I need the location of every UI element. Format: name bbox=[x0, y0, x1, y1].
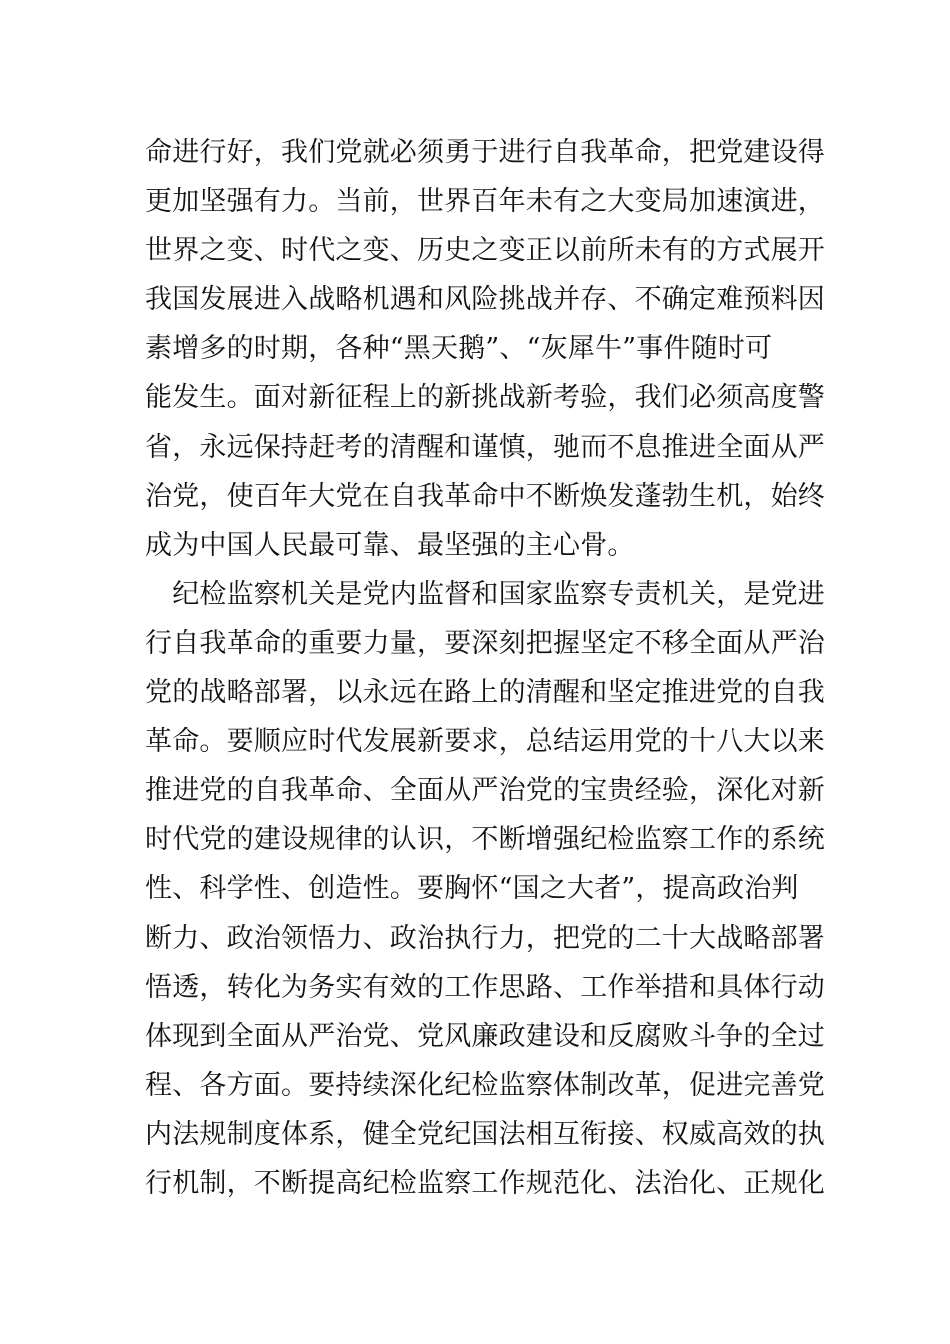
text-line: 能发生。面对新征程上的新挑战新考验，我们必须高度警 bbox=[145, 382, 825, 414]
text-line: 性、科学性、创造性。要胸怀“国之大者”，提高政治判 bbox=[145, 873, 799, 905]
text-line: 更加坚强有力。当前，世界百年未有之大变局加速演进， bbox=[145, 186, 825, 218]
text-line: 党的战略部署，以永远在路上的清醒和坚定推进党的自我 bbox=[145, 677, 825, 709]
text-line: 我国发展进入战略机遇和风险挑战并存、不确定难预料因 bbox=[145, 284, 825, 316]
text-line: 悟透，转化为务实有效的工作思路、工作举措和具体行动 bbox=[145, 971, 825, 1003]
text-line: 纪检监察机关是党内监督和国家监察专责机关，是党进 bbox=[145, 578, 825, 610]
text-line: 世界之变、时代之变、历史之变正以前所未有的方式展开 bbox=[145, 235, 825, 267]
text-line: 行自我革命的重要力量，要深刻把握坚定不移全面从严治 bbox=[145, 627, 825, 659]
text-line: 命进行好，我们党就必须勇于进行自我革命，把党建设得 bbox=[145, 137, 825, 168]
text-line: 治党，使百年大党在自我革命中不断焕发蓬勃生机，始终 bbox=[145, 480, 825, 512]
text-line: 推进党的自我革命、全面从严治党的宝贵经验，深化对新 bbox=[145, 775, 825, 807]
text-line: 革命。要顺应时代发展新要求，总结运用党的十八大以来 bbox=[145, 726, 825, 758]
text-line: 体现到全面从严治党、党风廉政建设和反腐败斗争的全过 bbox=[145, 1020, 825, 1052]
text-line: 断力、政治领悟力、政治执行力，把党的二十大战略部署 bbox=[145, 922, 825, 954]
text-line: 成为中国人民最可靠、最坚强的主心骨。 bbox=[145, 529, 635, 561]
text-line: 内法规制度体系，健全党纪国法相互衔接、权威高效的执 bbox=[145, 1118, 825, 1150]
text-line: 素增多的时期，各种“黑天鹅”、“灰犀牛”事件随时可 bbox=[145, 333, 773, 365]
text-line: 行机制，不断提高纪检监察工作规范化、法治化、正规化 bbox=[145, 1167, 825, 1199]
text-line: 程、各方面。要持续深化纪检监察体制改革，促进完善党 bbox=[145, 1069, 825, 1101]
text-line: 省，永远保持赶考的清醒和谨慎，驰而不息推进全面从严 bbox=[145, 431, 825, 463]
body-text bbox=[145, 128, 825, 1208]
text-line: 时代党的建设规律的认识，不断增强纪检监察工作的系统 bbox=[145, 824, 825, 856]
